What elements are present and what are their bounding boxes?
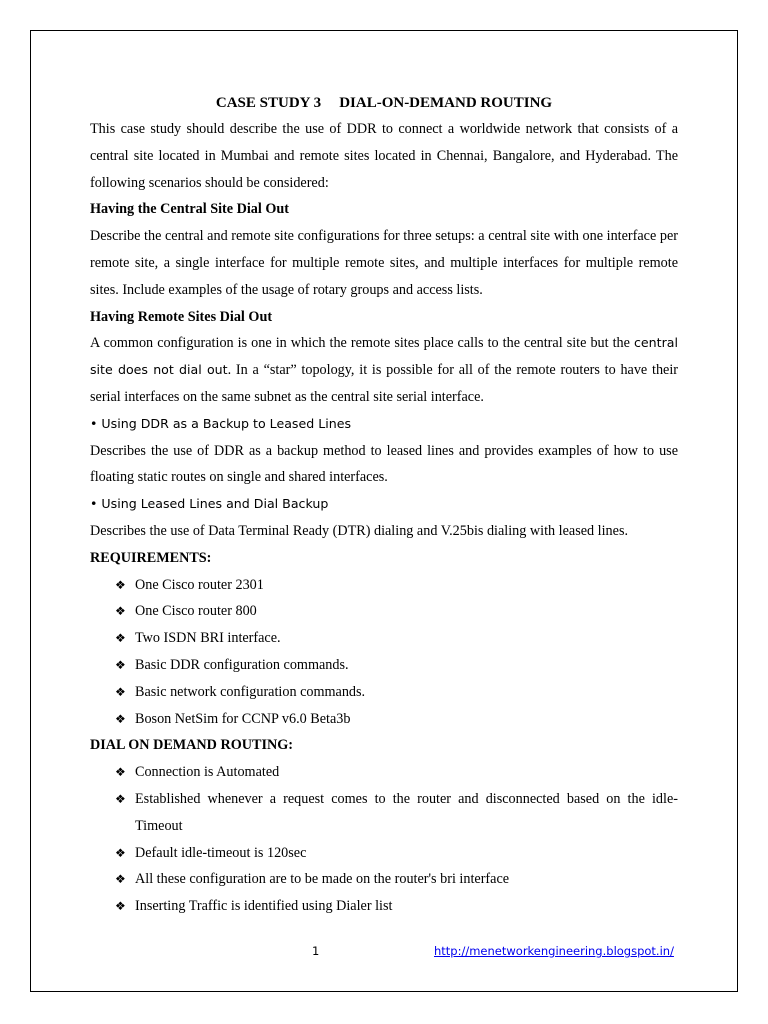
diamond-bullet-icon: ❖ bbox=[115, 899, 126, 914]
list-item: ❖ Connection is Automated bbox=[115, 759, 678, 786]
diamond-bullet-icon: ❖ bbox=[115, 684, 126, 699]
title-case-study: CASE STUDY 3 bbox=[215, 95, 322, 111]
bullet-leased-lines: • Using Leased Lines and Dial Backup bbox=[90, 496, 329, 512]
list-item: ❖ Inserting Traffic is identified using Dialer list bbox=[115, 893, 678, 920]
diamond-bullet-icon: ❖ bbox=[115, 631, 126, 646]
heading-central-dial-out: Having the Central Site Dial Out bbox=[90, 201, 290, 218]
list-item: ❖ Basic network configuration commands. bbox=[115, 679, 678, 706]
diamond-bullet-icon: ❖ bbox=[115, 711, 126, 726]
heading-remote-dial-out: Having Remote Sites Dial Out bbox=[90, 308, 273, 325]
list-item: ❖ Established whenever a request comes to the router and disconnected based on the idle-Timeout bbox=[115, 786, 678, 840]
bullet-ddr-backup: • Using DDR as a Backup to Leased Lines bbox=[90, 415, 352, 431]
heading-requirements: REQUIREMENTS: bbox=[90, 549, 212, 566]
diamond-bullet-icon: ❖ bbox=[115, 845, 126, 860]
diamond-bullet-icon: ❖ bbox=[115, 765, 126, 780]
intro-paragraph: This case study should describe the use of DDR to connect a worldwide network that consists of a central site located in Mumbai and remote sites located in Chennai, Bangalore, and Hyderabad. The following scenarios should be considered: bbox=[90, 121, 678, 191]
ddr-list bbox=[90, 759, 678, 920]
list-item: ❖ All these configuration are to be made on the router's bri interface bbox=[115, 866, 678, 893]
title-topic: DIAL-ON-DEMAND ROUTING bbox=[339, 95, 553, 111]
list-item: ❖ Basic DDR configuration commands. bbox=[115, 652, 678, 679]
page-number: 1 bbox=[312, 944, 320, 958]
ddr-backup-paragraph: Describes the use of DDR as a backup method to leased lines and provides examples of how to use floating static routes on single and shared interfaces. bbox=[90, 442, 678, 486]
blog-link[interactable]: http://menetworkengineering.blogspot.in/ bbox=[434, 944, 674, 958]
diamond-bullet-icon: ❖ bbox=[115, 657, 126, 672]
page-title bbox=[90, 92, 678, 114]
page-footer bbox=[0, 944, 768, 964]
list-item: ❖ Two ISDN BRI interface. bbox=[115, 625, 678, 652]
list-item: ❖ One Cisco router 800 bbox=[115, 598, 678, 625]
document-body bbox=[90, 92, 678, 920]
leased-lines-paragraph: Describes the use of Data Terminal Ready (DTR) dialing and V.25bis dialing with leased lines. bbox=[90, 522, 629, 539]
list-item: ❖ One Cisco router 2301 bbox=[115, 572, 678, 599]
diamond-bullet-icon: ❖ bbox=[115, 791, 126, 806]
heading-dial-on-demand: DIAL ON DEMAND ROUTING: bbox=[90, 737, 293, 754]
remote-dial-out-paragraph: A common configuration is one in which the remote sites place calls to the central site but the central site does not dial out. In a “star” topology, it is possible for all of the remote routers to have their serial interfaces on the same subnet as the central site serial interface. bbox=[90, 335, 678, 405]
requirements-list bbox=[90, 572, 678, 733]
list-item: ❖ Boson NetSim for CCNP v6.0 Beta3b bbox=[115, 706, 678, 733]
diamond-bullet-icon: ❖ bbox=[115, 604, 126, 619]
central-dial-out-paragraph: Describe the central and remote site configurations for three setups: a central site with one interface per remote site, a single interface for multiple remote sites, and multiple interfaces for multiple remote sites. Include examples of the usage of rotary groups and access lists. bbox=[90, 228, 678, 298]
list-item: ❖ Default idle-timeout is 120sec bbox=[115, 840, 678, 867]
diamond-bullet-icon: ❖ bbox=[115, 577, 126, 592]
diamond-bullet-icon: ❖ bbox=[115, 872, 126, 887]
